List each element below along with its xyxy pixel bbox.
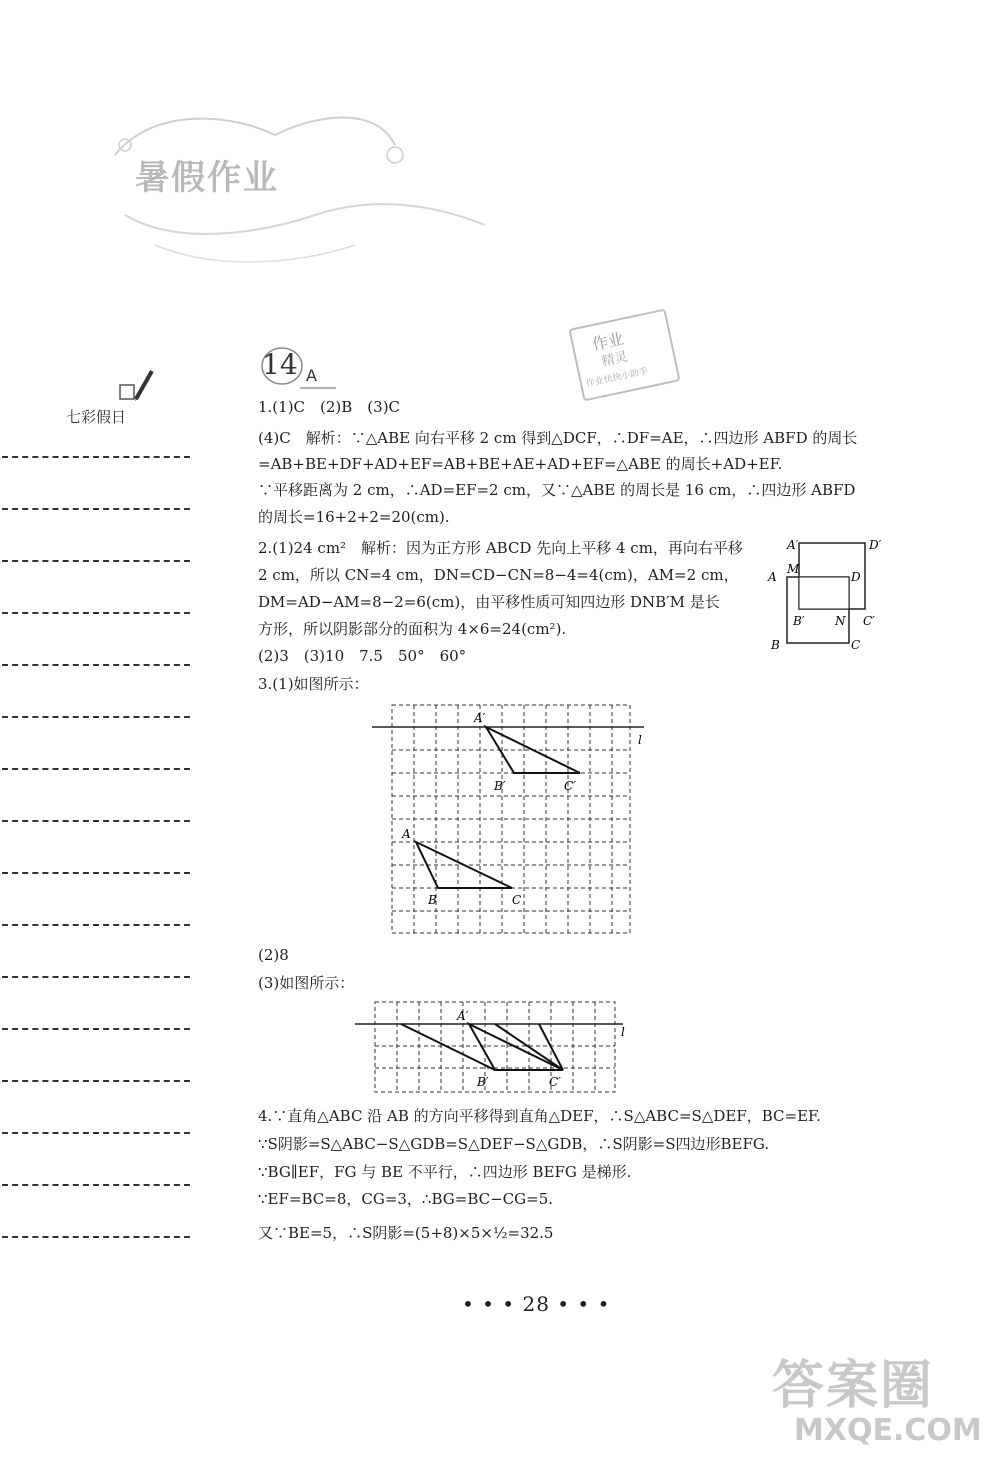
section-number: 14 — [262, 348, 298, 381]
label-a-prime: A′ — [787, 538, 799, 552]
shaded-rectangle — [799, 577, 849, 609]
note-line — [2, 820, 190, 822]
label-c: C — [851, 638, 861, 652]
label-m: M — [787, 562, 800, 576]
note-line — [2, 456, 190, 458]
label-c-prime: C′ — [863, 614, 875, 628]
note-line — [2, 924, 190, 926]
label-a: A — [402, 827, 411, 841]
answer-line: =AB+BE+DF+AD+EF=AB+BE+AE+AD+EF=△ABE 的周长+AD+EF. — [258, 455, 783, 473]
note-line — [2, 560, 190, 562]
answer-line: (2)3 (3)10 7.5 50° 60° — [258, 647, 467, 665]
note-line — [2, 1236, 190, 1238]
answer-line: (2)8 — [258, 946, 289, 964]
grid-figure-2 — [355, 998, 635, 1098]
stamp-line-1: 作业 — [590, 329, 626, 355]
answer-line: ∵S阴影=S△ABC−S△GDB=S△DEF−S△GDB，∴S阴影=S四边形BEFG. — [258, 1135, 770, 1153]
answer-line: 的周长=16+2+2=20(cm). — [258, 508, 450, 526]
label-a-prime: A′ — [457, 1009, 469, 1023]
answer-line: ∵BG∥EF，FG 与 BE 不平行，∴四边形 BEFG 是梯形. — [258, 1163, 632, 1181]
page-number: • • • 28 • • • — [462, 1292, 611, 1316]
header-banner — [95, 95, 495, 285]
answer-line: ∵EF=BC=8，CG=3，∴BG=BC−CG=5. — [258, 1190, 554, 1208]
answer-line: 4.∵直角△ABC 沿 AB 的方向平移得到直角△DEF，∴S△ABC=S△DEF，BC=EF. — [258, 1107, 821, 1125]
note-line — [2, 976, 190, 978]
answer-line: (4)C 解析：∵△ABE 向右平移 2 cm 得到△DCF，∴DF=AE，∴四边形 ABFD 的周长 — [258, 429, 858, 447]
label-b-prime: B′ — [477, 1075, 489, 1089]
pencil-icon — [118, 365, 158, 405]
stamp-line-3: 作业快快小助手 — [585, 366, 649, 390]
note-line — [2, 768, 190, 770]
answer-line: 方形，所以阴影部分的面积为 4×6=24(cm²). — [258, 620, 567, 638]
note-line — [2, 1184, 190, 1186]
label-a-prime: A′ — [474, 711, 486, 725]
answer-line: 1.(1)C (2)B (3)C — [258, 398, 401, 416]
triangle-translated — [486, 727, 580, 773]
label-c-prime: C′ — [549, 1075, 561, 1089]
answer-line: 3.(1)如图所示： — [258, 675, 369, 693]
watermark-line-2: MXQE.COM — [794, 1413, 982, 1448]
stamp-logo — [568, 309, 680, 402]
section-badge — [258, 342, 338, 392]
answer-line: DM=AD−AM=8−2=6(cm)，由平移性质可知四边形 DNB′M 是长 — [258, 593, 720, 611]
label-b: B — [428, 893, 437, 907]
watermark-logo — [772, 1343, 992, 1463]
answer-line: (3)如图所示： — [258, 974, 355, 992]
label-d-prime: D′ — [869, 538, 882, 552]
label-b: B — [771, 638, 780, 652]
grid-figure-1 — [372, 700, 652, 940]
answer-line: ∵平移距离为 2 cm，∴AD=EF=2 cm，又∵△ABE 的周长是 16 cm，∴四边形 ABFD — [258, 481, 856, 499]
note-line — [2, 612, 190, 614]
section-part: A — [306, 366, 317, 385]
label-l: l — [638, 733, 642, 747]
label-c-prime: C′ — [564, 779, 576, 793]
stamp-line-2: 精灵 — [600, 349, 630, 370]
answer-line: 又∵BE=5，∴S阴影=(5+8)×5×½=32.5 — [258, 1224, 554, 1242]
note-line — [2, 508, 190, 510]
label-b-prime: B′ — [494, 779, 506, 793]
note-line — [2, 664, 190, 666]
label-l: l — [621, 1025, 625, 1039]
answer-line: 2 cm，所以 CN=4 cm，DN=CD−CN=8−4=4(cm)，AM=2 cm， — [258, 566, 739, 584]
square-translation-figure — [765, 535, 885, 655]
watermark-line-1: 答案圈 — [772, 1356, 935, 1416]
label-d: D — [851, 570, 861, 584]
note-line — [2, 1080, 190, 1082]
label-c: C — [512, 893, 522, 907]
note-line — [2, 716, 190, 718]
note-line — [2, 872, 190, 874]
answer-line: 2.(1)24 cm² 解析：因为正方形 ABCD 先向上平移 4 cm，再向右平移 — [258, 539, 743, 557]
sidebar-label: 七彩假日 — [66, 408, 127, 426]
label-a: A — [768, 570, 777, 584]
note-line — [2, 1132, 190, 1134]
grid-lines — [375, 1002, 615, 1092]
label-n: N — [835, 614, 846, 628]
label-b-prime: B′ — [793, 614, 805, 628]
banner-title: 暑假作业 — [135, 158, 279, 198]
note-line — [2, 1028, 190, 1030]
